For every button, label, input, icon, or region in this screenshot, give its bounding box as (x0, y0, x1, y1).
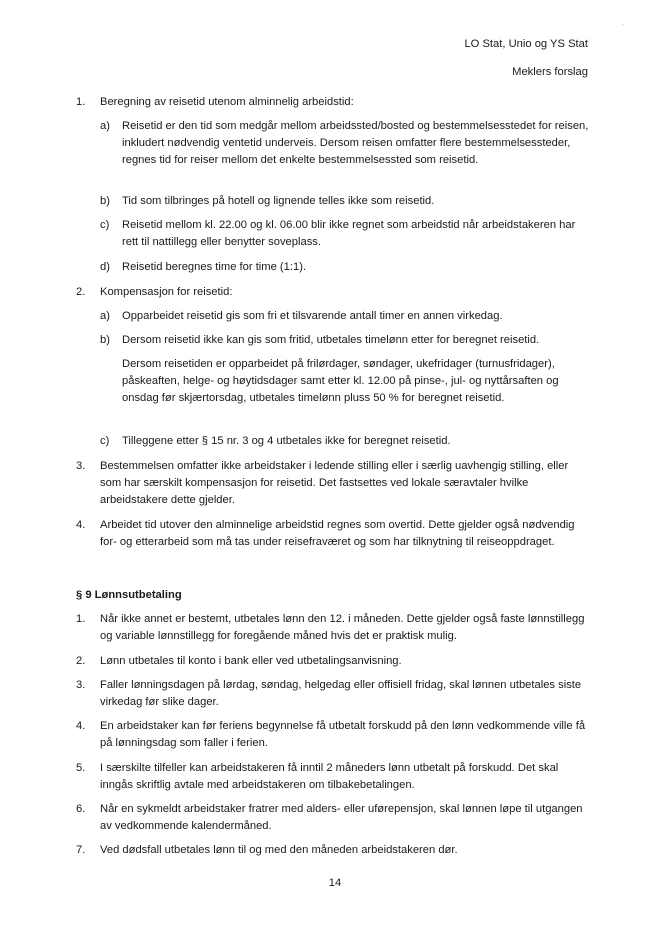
list-item-text: Når en sykmeldt arbeidstaker fratrer med alders- eller uførepensjon, skal lønnen løpe til utgangen av vedkommende kalendermåned. (100, 803, 583, 832)
list-item-text: En arbeidstaker kan før feriens begynnelse få utbetalt forskudd på den lønn vedkommende ville få på lønningsdag som faller i ferien. (100, 720, 586, 749)
sub-item-text: Tilleggene etter § 15 nr. 3 og 4 utbetales ikke for beregnet reisetid. (122, 435, 451, 447)
list-item-text: Lønn utbetales til konto i bank eller ved utbetalingsanvisning. (100, 655, 402, 667)
sub-letter: b) (100, 195, 110, 207)
sub-item-text: Dersom reisetid ikke kan gis som fritid, utbetales timelønn etter for beregnet reisetid. (122, 334, 540, 346)
sub-item-text: Reisetid er den tid som medgår mellom arbeidssted/bosted og bestemmelsesstedet for reisen, inkludert nødvendig ventetid underveis. Dersom reisen omfatter flere bestemmelsessteder, regnes tid for reiser mellom det enkelte bestemmelsessted som reisetid. (122, 120, 589, 166)
sub-item-paragraph: Dersom reisetiden er opparbeidet på frilørdager, søndager, ukefridager (turnusfridager), påskeaften, helge- og høytidsdager samt etter kl. 12.00 på pinse-, jul- og nyttårsaften og onsdag før skjærtorsdag, utbetales timelønn pluss 50 % for beregnet reisetid. (122, 358, 559, 404)
list-item-text: Når ikke annet er bestemt, utbetales lønn den 12. i måneden. Dette gjelder også faste lønnstillegg og variable lønnstillegg for foregående måned hvis det er praktisk mulig. (100, 613, 585, 642)
header-proposal: Meklers forslag (512, 66, 588, 78)
list-number: 2. (76, 286, 86, 298)
list-number: 4. (76, 519, 86, 531)
list-number: 1. (76, 613, 86, 625)
header-parties: LO Stat, Unio og YS Stat (464, 38, 588, 50)
list-item-text: Kompensasjon for reisetid: (100, 286, 233, 298)
sub-letter: b) (100, 334, 110, 346)
list-item-text: Ved dødsfall utbetales lønn til og med den måneden arbeidstakeren dør. (100, 844, 458, 856)
list-item-text: Arbeidet tid utover den alminnelige arbeidstid regnes som overtid. Dette gjelder også nødvendig for- og etterarbeid som må tas under reisefraværet og som har tilknytning til reiseoppdraget. (100, 519, 575, 548)
sub-letter: a) (100, 120, 110, 132)
sub-letter: c) (100, 219, 110, 231)
list-number: 6. (76, 803, 86, 815)
list-number: 1. (76, 96, 86, 108)
page-number: 14 (328, 877, 342, 889)
list-item-text: Beregning av reisetid utenom alminnelig arbeidstid: (100, 96, 354, 108)
sub-item-text: Reisetid mellom kl. 22.00 og kl. 06.00 blir ikke regnet som arbeidstid når arbeidstakeren har rett til nattillegg eller benytter soveplass. (122, 219, 576, 248)
list-number: 4. (76, 720, 86, 732)
sub-letter: c) (100, 435, 110, 447)
list-item-text: I særskilte tilfeller kan arbeidstakeren få inntil 2 måneders lønn utbetalt på forskudd. Det skal inngås skriftlig avtale med arbeidstakeren om tilbakebetalingen. (100, 762, 559, 791)
list-number: 7. (76, 844, 86, 856)
list-number: 2. (76, 655, 86, 667)
section-heading: § 9 Lønnsutbetaling (76, 589, 182, 601)
sub-item-text: Opparbeidet reisetid gis som fri et tilsvarende antall timer en annen virkedag. (122, 310, 503, 322)
sub-item-text: Reisetid beregnes time for time (1:1). (122, 261, 307, 273)
corner-mark: · (622, 22, 624, 28)
list-item-text: Bestemmelsen omfatter ikke arbeidstaker i ledende stilling eller i særlig uavhengig stilling, eller som har særskilt kompensasjon for reisetid. Det fastsettes ved lokale særavtaler hvilke arbeidstakere dette gjelder. (100, 460, 569, 506)
list-number: 5. (76, 762, 86, 774)
sub-letter: d) (100, 261, 110, 273)
list-item-text: Faller lønningsdagen på lørdag, søndag, helgedag eller offisiell fridag, skal lønnen utbetales siste virkedag før slike dager. (100, 679, 582, 708)
sub-item-text: Tid som tilbringes på hotell og lignende telles ikke som reisetid. (122, 195, 435, 207)
list-number: 3. (76, 679, 86, 691)
sub-letter: a) (100, 310, 110, 322)
list-number: 3. (76, 460, 86, 472)
